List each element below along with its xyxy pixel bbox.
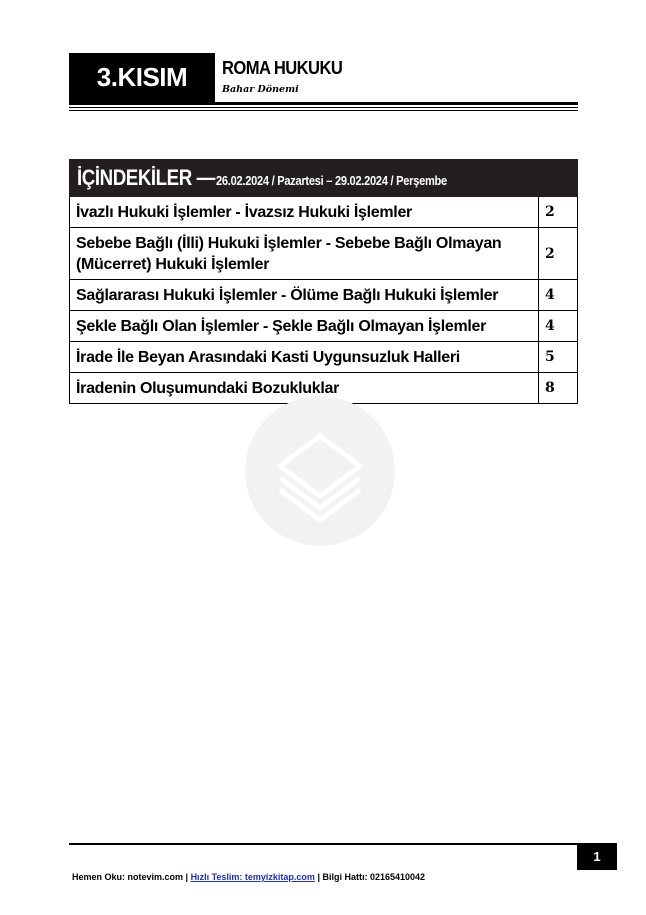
toc-entry-title: Sebebe Bağlı (İlli) Hukuki İşlemler - Sebebe Bağlı Olmayan (Mücerret) Hukuki İşlemler (70, 228, 539, 279)
footer-fast-delivery-link[interactable]: Hızlı Teslim: temyizkitap.com (190, 872, 315, 882)
header-rule (69, 110, 578, 111)
footer-hotline: Bilgi Hattı: 02165410042 (322, 872, 426, 882)
toc-entry-page: 8 (545, 380, 555, 396)
toc-dates: 26.02.2024 / Pazartesi – 29.02.2024 / Perşembe (215, 173, 447, 188)
toc-entry[interactable] (70, 197, 577, 227)
toc-entry[interactable] (70, 227, 577, 279)
toc-entry-title: Sağlararası Hukuki İşlemler - Ölüme Bağlı Hukuki İşlemler (70, 280, 539, 310)
footer-read-now: Hemen Oku: notevim.com (72, 872, 184, 882)
toc-entry-title: İradenin Oluşumundaki Bozukluklar (70, 373, 539, 403)
footer-separator: | (314, 872, 323, 882)
toc-entry-page: 2 (545, 204, 555, 220)
footer (72, 872, 425, 882)
toc-entry[interactable] (70, 279, 577, 310)
toc-entry-page: 5 (545, 349, 555, 365)
footer-rule (69, 843, 613, 845)
toc-rows (69, 197, 578, 404)
semester-subtitle: Bahar Dönemi (222, 84, 299, 95)
header-rule (69, 102, 578, 105)
toc-entry[interactable] (70, 341, 577, 372)
toc-entry[interactable] (70, 310, 577, 341)
page-number: 1 (577, 843, 617, 870)
course-title: ROMA HUKUKU (222, 58, 343, 78)
toc-entry-title: İvazlı Hukuki İşlemler - İvazsız Hukuki İşlemler (70, 197, 539, 227)
toc-entry-page: 2 (545, 245, 555, 262)
toc-heading (69, 159, 578, 197)
table-of-contents (69, 159, 578, 404)
toc-entry-page: 4 (545, 287, 555, 303)
footer-separator: | (183, 872, 191, 882)
toc-entry-page: 4 (545, 318, 555, 334)
stacked-layers-icon (245, 396, 395, 546)
part-label: 3.KISIM (69, 53, 215, 102)
header-rule (69, 107, 578, 108)
watermark (245, 396, 395, 546)
toc-entry-title: Şekle Bağlı Olan İşlemler - Şekle Bağlı Olmayan İşlemler (70, 311, 539, 341)
toc-entry-title: İrade İle Beyan Arasındaki Kasti Uygunsuzluk Halleri (70, 342, 539, 372)
toc-heading-label: İÇİNDEKİLER — (77, 165, 215, 190)
